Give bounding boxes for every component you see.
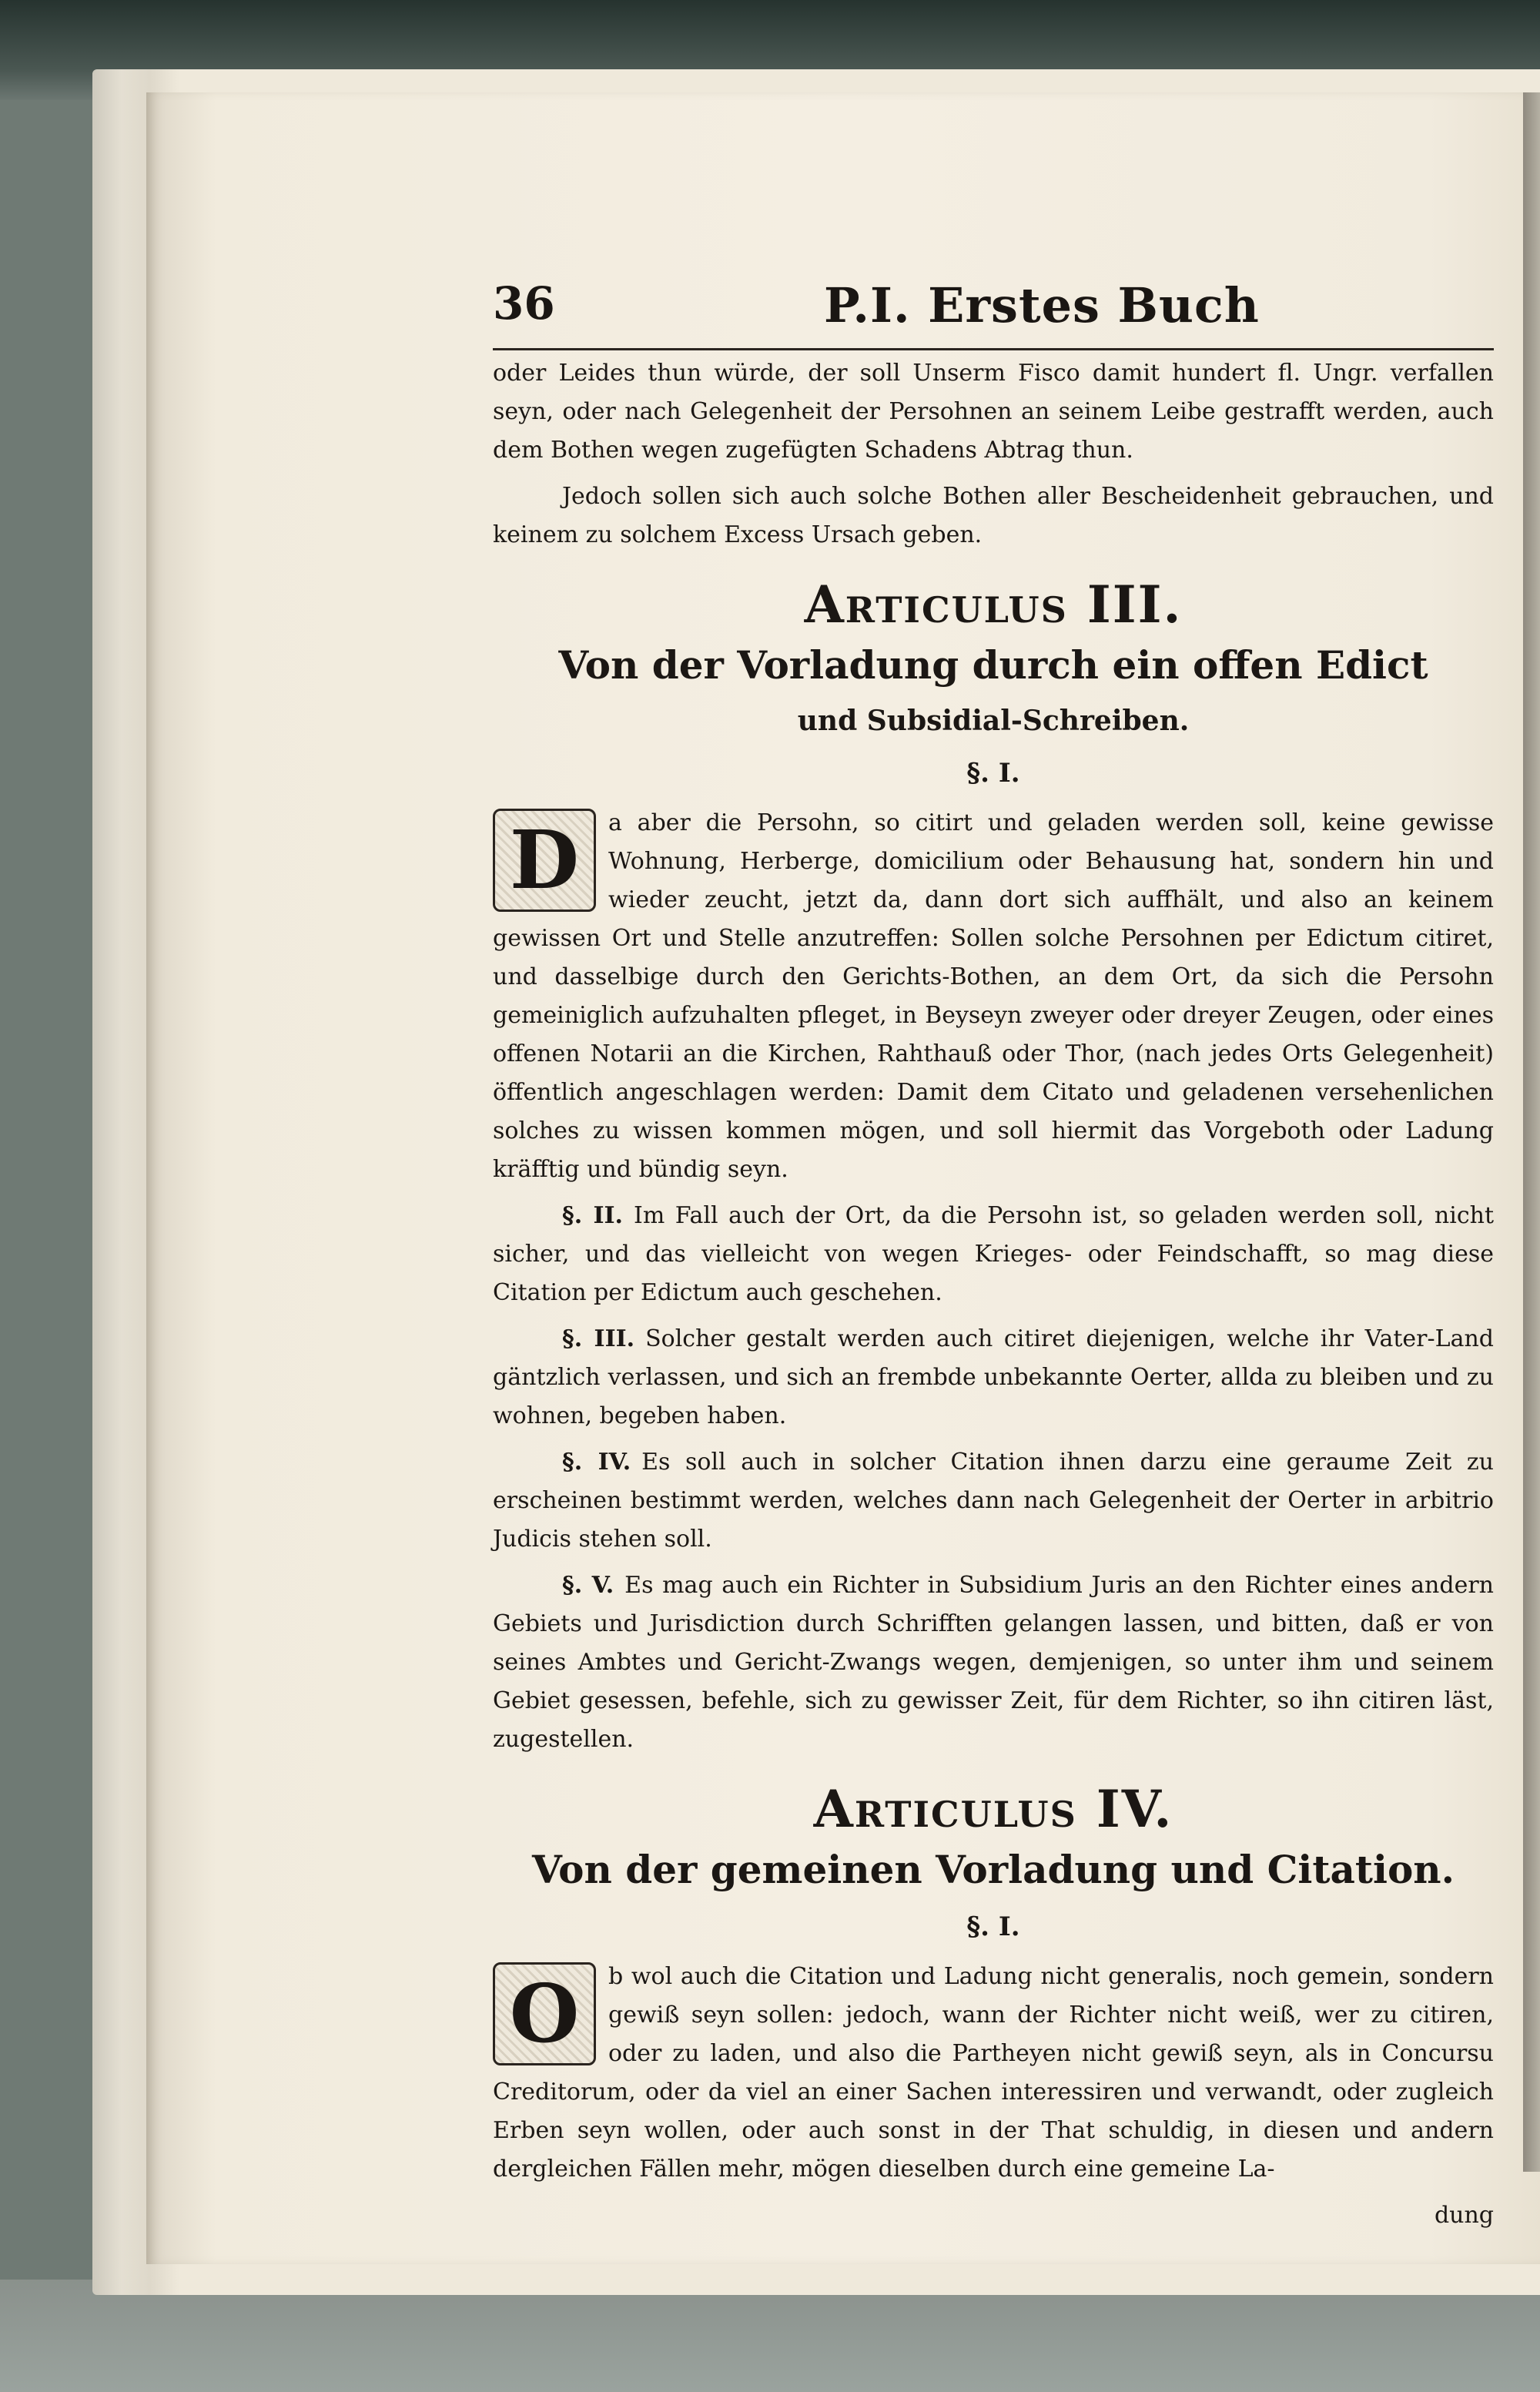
- article-3-section-5-text: Es mag auch ein Richter in Subsidium Juris an den Richter eines andern Gebiets und Jurisdiction durch Schrifften gelangen lassen, und bitten, daß er von seines Ambtes und Gericht-Zwangs wegen, demjenigen, so unter ihm und seinem Gebiet gesessen, befehle, sich zu gewisser Zeit, für dem Richter, so ihn citiren läst, zugestellen.: [493, 1572, 1494, 1753]
- article-3-section-4-mark: §. IV.: [562, 1449, 631, 1476]
- running-head-title: P.I. Erstes Buch: [824, 277, 1260, 333]
- article-3-section-2-text: Im Fall auch der Ort, da die Persohn ist, so geladen werden soll, nicht sicher, und das vielleicht von wegen Krieges- oder Feindschafft, so mag diese Citation per Edictum auch geschehen.: [493, 1202, 1494, 1306]
- page-text: [493, 354, 1494, 2243]
- article-3-subtitle: Von der Vorladung durch ein offen Edict: [558, 642, 1428, 688]
- article-3-section-3-mark: §. III.: [562, 1325, 635, 1352]
- article-3-section-5-mark: §. V.: [562, 1572, 614, 1599]
- article-3-section-1-mark: §. I.: [966, 758, 1020, 789]
- catchword: dung: [1434, 2202, 1494, 2229]
- article-4-section-1-text: b wol auch die Citation und Ladung nicht generalis, noch gemein, sondern gewiß seyn sollen: jedoch, wann der Richter nicht weiß, wer zu citiren, oder zu laden, und also die Partheyen nicht gewiß seyn, als in Concursu Creditorum, oder da viel an einer Sachen interessiren und verwandt, oder zugleich Erben seyn wollen, oder auch sonst in der That schuldig, in diesen und andern dergleichen Fällen mehr, mögen dieselben durch eine gemeine La-: [493, 1963, 1494, 2183]
- article-3-subtitle-2: und Subsidial-Schreiben.: [797, 705, 1190, 737]
- drop-cap-o-letter: O: [509, 1966, 580, 2061]
- article-3-section-5: [493, 1566, 1494, 1759]
- drop-cap-o: [493, 1962, 596, 2065]
- scan-backdrop-bottom: [0, 2280, 1540, 2392]
- article-3-section-1-text: a aber die Persohn, so citirt und geladen werden soll, keine gewisse Wohnung, Herberge, domicilium oder Behausung hat, sondern hin und wieder zeucht, jetzt da, dann dort sich auffhält, und also an keinem gewissen Ort und Stelle anzutreffen: Sollen solche Persohnen per Edictum citiret, und dasselbige durch den Gerichts-Bothen, an dem Ort, da sich die Persohn gemeiniglich aufzuhalten pfleget, in Beyseyn zweyer oder dreyer Zeugen, oder eines offenen Notarii an die Kirchen, Rahthauß oder Thor, (nach jedes Orts Gelegenheit) öffentlich angeschlagen werden: Damit dem Citato und geladenen versehenlichen solches zu wissen kommen mögen, und soll hiermit das Vorgeboth oder Ladung kräfftig und bündig seyn.: [493, 809, 1494, 1183]
- drop-cap-d: [493, 809, 596, 912]
- paragraph-continued: oder Leides thun würde, der soll Unserm Fisco damit hundert fl. Ungr. verfallen seyn, oder nach Gelegenheit der Persohnen an seinem Leibe gestrafft werden, auch dem Bothen wegen zugefügten Schadens Abtrag thun.: [493, 360, 1494, 464]
- running-head-rule: [493, 348, 1494, 350]
- article-3-section-3: [493, 1320, 1494, 1436]
- article-3-section-4: [493, 1443, 1494, 1559]
- article-4-subtitle: Von der gemeinen Vorladung und Citation.: [531, 1847, 1455, 1892]
- paragraph-jedoch: Jedoch sollen sich auch solche Bothen aller Bescheidenheit gebrauchen, und keinem zu solchem Excess Ursach geben.: [493, 483, 1494, 548]
- article-3-section-4-text: Es soll auch in solcher Citation ihnen darzu eine geraume Zeit zu erscheinen bestimmt werden, welches dann nach Gelegenheit der Oerter in arbitrio Judicis stehen soll.: [493, 1449, 1494, 1553]
- facing-page-edge: [1523, 92, 1540, 2172]
- running-head: [493, 277, 1494, 347]
- article-3-heading: Articulus III.: [804, 575, 1183, 635]
- article-4-section-1-mark: §. I.: [966, 1911, 1020, 1942]
- article-3-section-2-mark: §. II.: [562, 1202, 624, 1229]
- article-4-section-1: [493, 1958, 1494, 2189]
- article-3-section-2: [493, 1197, 1494, 1312]
- page-number: 36: [493, 277, 555, 330]
- article-3-section-3-text: Solcher gestalt werden auch citiret diejenigen, welche ihr Vater-Land gäntzlich verlassen, und sich an frembde unbekannte Oerter, allda zu bleiben und zu wohnen, begeben haben.: [493, 1325, 1494, 1429]
- drop-cap-d-letter: D: [509, 812, 580, 907]
- article-3-section-1: [493, 804, 1494, 1189]
- article-4-heading: Articulus IV.: [813, 1779, 1173, 1839]
